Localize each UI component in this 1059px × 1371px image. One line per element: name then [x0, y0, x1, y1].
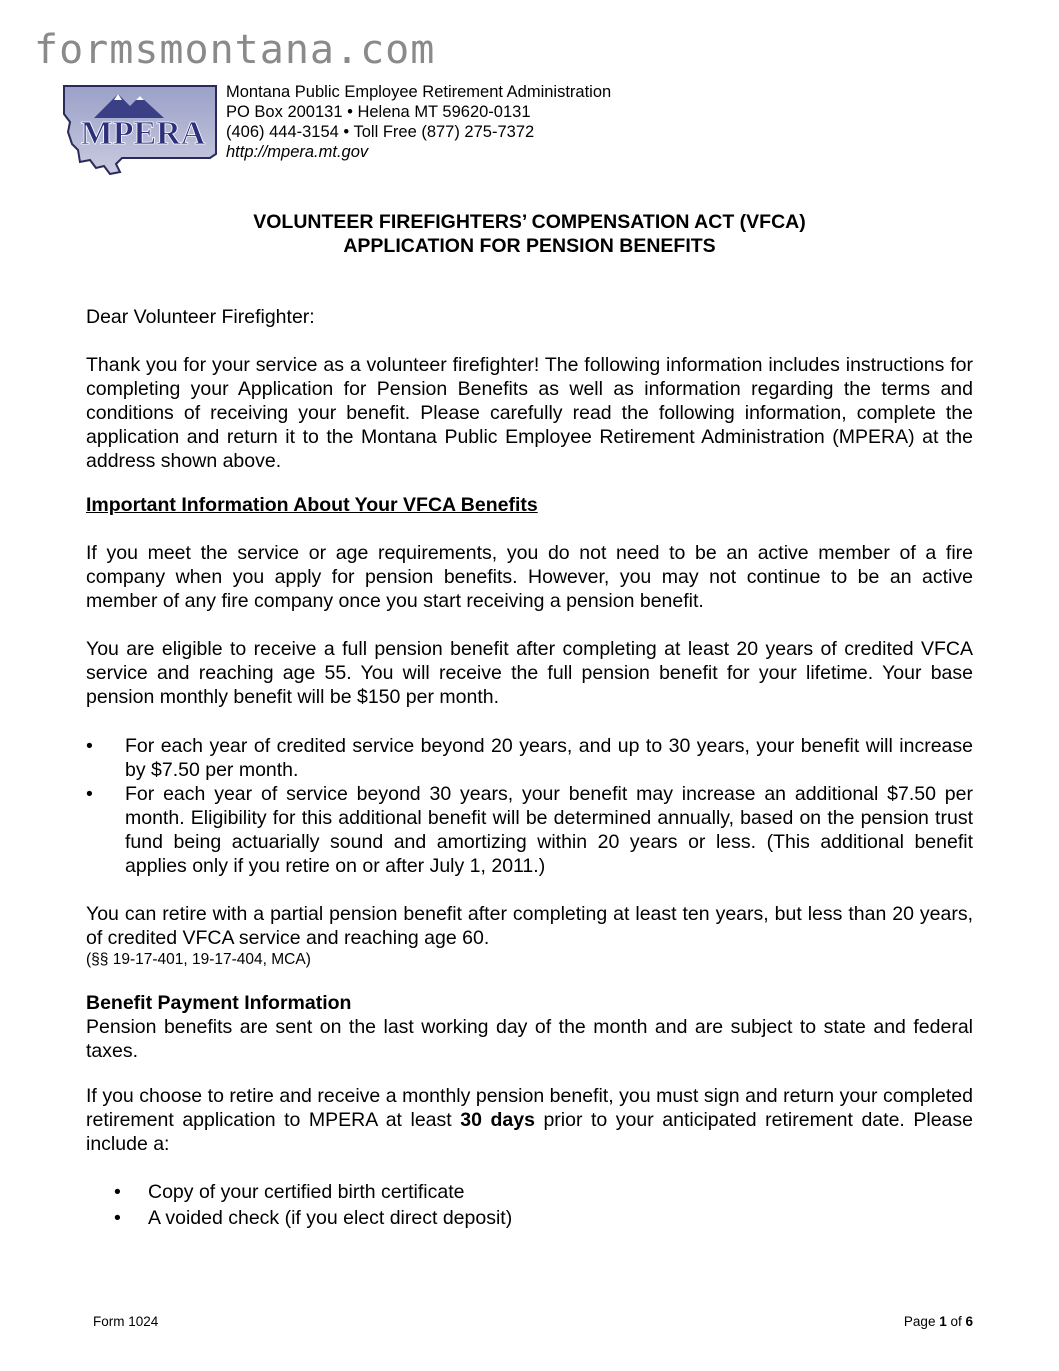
watermark: formsmontana.com	[34, 27, 436, 73]
address-block	[226, 82, 611, 162]
org-name: Montana Public Employee Retirement Administration	[226, 83, 612, 101]
bullet-icon: •	[86, 735, 93, 757]
page-indicator	[904, 1314, 973, 1329]
page-prefix: Page	[903, 1314, 940, 1329]
letter-body	[86, 305, 973, 1230]
payment-paragraph: Pension benefits are sent on the last working day of the month and are subject to state and federal taxes.	[86, 1016, 973, 1062]
list-item-text: A voided check (if you elect direct deposit)	[148, 1207, 513, 1229]
list-item	[86, 734, 973, 782]
title-line-2: APPLICATION FOR PENSION BENEFITS	[343, 235, 716, 257]
mailing-address: PO Box 200131 • Helena MT 59620-0131	[226, 103, 531, 121]
title-line-1: VOLUNTEER FIREFIGHTERS’ COMPENSATION ACT (VFCA)	[253, 211, 806, 233]
bullet-icon: •	[114, 1181, 121, 1203]
document-title	[0, 210, 1059, 258]
active-member-paragraph: If you meet the service or age requirements, you do not need to be an active member of a fire company when you apply for pension benefits. However, you may not continue to be an active member of any fire company once you start receiving a pension benefit.	[86, 542, 973, 612]
list-item-text: For each year of credited service beyond 20 years, and up to 30 years, your benefit will increase by $7.50 per month.	[125, 735, 973, 781]
mpera-logo	[60, 84, 218, 176]
list-item	[86, 782, 973, 878]
list-item	[86, 1206, 973, 1230]
retire-paragraph	[86, 1084, 973, 1156]
phone-numbers: (406) 444-3154 • Toll Free (877) 275-7372	[226, 123, 535, 141]
page-number: 1	[939, 1314, 947, 1329]
section-heading-vfca: Important Information About Your VFCA Benefits	[86, 494, 538, 516]
bullet-icon: •	[114, 1207, 121, 1229]
list-item	[86, 1180, 973, 1204]
bullet-icon: •	[86, 783, 93, 805]
page-of: of	[946, 1314, 966, 1329]
salutation: Dear Volunteer Firefighter:	[86, 306, 315, 328]
page-total: 6	[965, 1314, 973, 1329]
partial-benefit-paragraph: You can retire with a partial pension benefit after completing at least ten years, but less than 20 years, of credited VFCA service and reaching age 60.	[86, 903, 973, 949]
intro-paragraph: Thank you for your service as a volunteer firefighter! The following information includes instructions for completing your Application for Pension Benefits as well as information regarding the terms and conditions of receiving your benefit. Please carefully read the following information, complete the application and return it to the Montana Public Employee Retirement Administration (MPERA) at the address shown above.	[86, 354, 973, 472]
list-item-text: Copy of your certified birth certificate	[148, 1181, 465, 1203]
eligibility-paragraph: You are eligible to receive a full pension benefit after completing at least 20 years of credited VFCA service and reaching age 55. You will receive the full pension benefit for your lifetime. Your base pension monthly benefit will be $150 per month.	[86, 638, 973, 708]
retire-text-start: If you choose to retire and receive a monthly pension benefit, you must sign and return your completed retirement application to MPERA at least	[86, 1085, 973, 1131]
retire-text-end: prior to your anticipated retirement date. Please include a:	[86, 1109, 973, 1155]
form-number: Form 1024	[93, 1314, 159, 1329]
list-item-text: For each year of service beyond 30 years, your benefit may increase an additional $7.50 per month. Eligibility for this additional benefit will be determined annually, based on the pension trust fund being actuarially sound and amortizing within 20 years or less. (This additional benefit applies only if you retire on or after July 1, 2011.)	[125, 783, 973, 877]
website-link[interactable]: http://mpera.mt.gov	[226, 143, 369, 161]
retire-deadline: 30 days	[460, 1109, 535, 1131]
statute-citation: (§§ 19-17-401, 19-17-404, MCA)	[86, 951, 311, 968]
section-heading-payment: Benefit Payment Information	[86, 992, 352, 1014]
logo-text: MPERA	[80, 115, 206, 152]
